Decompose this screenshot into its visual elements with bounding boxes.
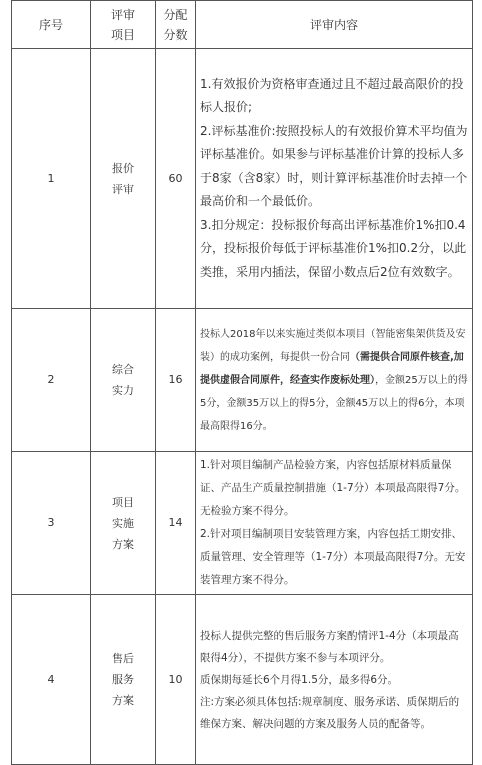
row-item xyxy=(91,49,156,309)
row-score: 14 xyxy=(156,452,196,595)
row-item-line: 服务 xyxy=(112,673,134,686)
row-seq: 4 xyxy=(12,595,91,765)
table-row xyxy=(12,595,473,765)
row-content xyxy=(196,49,473,309)
content-paragraph: 2.针对项目编制项目安装管理方案，内容包括工期安排、质量管理、安全管理等（1-7分）本项最高限得7分。无安装管理方案不得分。 xyxy=(200,528,466,586)
content-paragraph: 2.评标基准价:按照投标人的有效报价算术平均值为评标基准价。如果参与评标基准价计算的投标人多于8家（含8家）时，则计算评标基准价时去掉一个最高价和一个最低价。 xyxy=(200,123,468,209)
row-content xyxy=(196,595,473,765)
row-item-line: 评审 xyxy=(112,182,134,196)
content-paragraph: 投标人提供完整的售后服务方案酌情评1-4分（本项最高限得4分），不提供方案不参与本项评分。 xyxy=(200,629,459,664)
header-item xyxy=(91,1,156,49)
content-paragraph: 1.针对项目编制产品检验方案，内容包括原材料质量保证、产品生产质量控制措施（1-7分）本项最高限得7分。无检验方案不得分。 xyxy=(200,459,466,517)
evaluation-table xyxy=(11,0,473,765)
row-seq: 1 xyxy=(12,49,91,309)
header-row xyxy=(12,1,473,49)
row-item-line: 报价 xyxy=(112,161,134,175)
header-content: 评审内容 xyxy=(196,1,473,49)
content-paragraph xyxy=(200,323,468,438)
content-bold-note: （需提供合同原件核查,加提供虚假合同原件，经查实作废标处理） xyxy=(200,351,464,386)
row-score: 10 xyxy=(156,595,196,765)
row-item-line: 实力 xyxy=(112,384,134,397)
row-seq: 2 xyxy=(12,309,91,452)
row-score: 16 xyxy=(156,309,196,452)
row-content xyxy=(196,309,473,452)
row-item-line: 项目 xyxy=(112,495,134,509)
table-row xyxy=(12,49,473,309)
row-seq: 3 xyxy=(12,452,91,595)
row-item xyxy=(91,309,156,452)
row-content xyxy=(196,452,473,595)
header-item-line: 项目 xyxy=(110,27,135,42)
row-item-line: 实施 xyxy=(112,516,134,530)
content-paragraph: 1.有效报价为资格审查通过且不超过最高限价的投标人报价; xyxy=(200,76,464,115)
header-item-line: 评审 xyxy=(110,7,135,22)
row-item-line: 售后 xyxy=(112,652,134,665)
header-score-line: 分数 xyxy=(163,27,188,42)
header-score xyxy=(156,1,196,49)
content-text: ，金额25万以上的得5分，金额35万以上的得5分，金额45万以上的得6分，本项最高限得16分。 xyxy=(200,374,468,432)
content-paragraph: 3.扣分规定：投标报价每高出评标基准价1%扣0.4分，投标报价每低于评标基准价1%扣0.2分，以此类推，采用内插法，保留小数点后2位有效数字。 xyxy=(200,217,467,279)
content-paragraph: 质保期每延长6个月得1.5分，最多得6分。 xyxy=(200,673,399,686)
row-item-line: 综合 xyxy=(112,363,134,376)
header-score-line: 分配 xyxy=(163,7,188,22)
content-text: 投标人2018年以来实施过类似本项目（智能密集架供货及安装）的成功案例，每提供一份合同 xyxy=(200,328,466,363)
row-item-line: 方案 xyxy=(112,537,134,551)
table-row xyxy=(12,452,473,595)
content-paragraph: 注:方案必须具体包括:规章制度、服务承诺、质保期后的维保方案、解决问题的方案及服务人员的配备等。 xyxy=(200,695,460,730)
row-score: 60 xyxy=(156,49,196,309)
header-seq: 序号 xyxy=(12,1,91,49)
row-item xyxy=(91,595,156,765)
row-item-line: 方案 xyxy=(112,694,134,707)
table-row xyxy=(12,309,473,452)
row-item xyxy=(91,452,156,595)
